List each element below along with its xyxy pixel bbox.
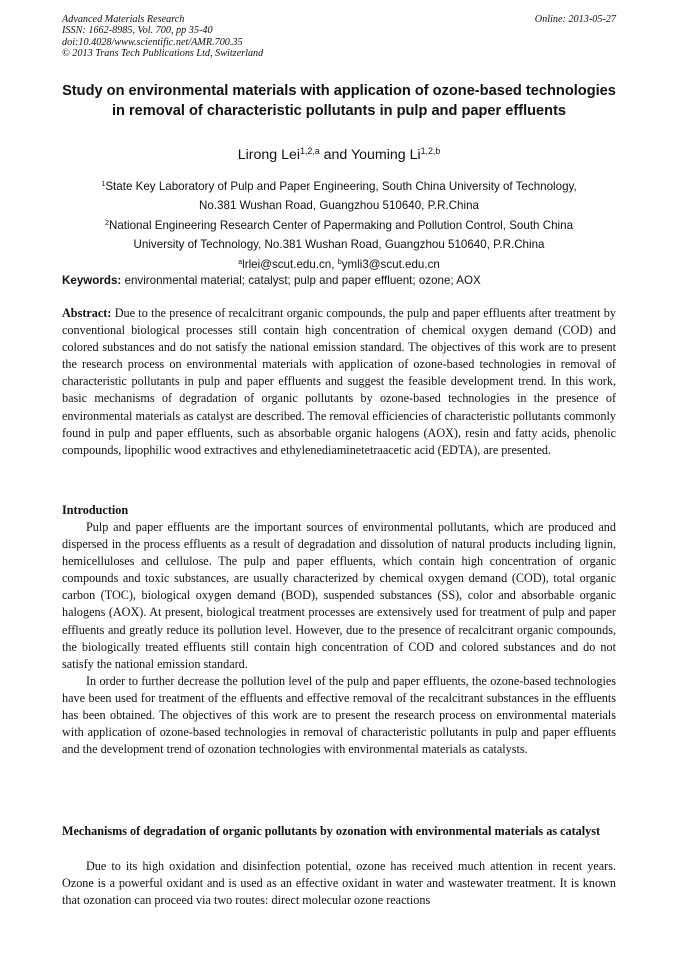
introduction-paragraph-1: Pulp and paper effluents are the important sources of environmental pollutants, which are produced and dispersed in the process effluents as a result of degradation and dissolution of natural products including lignin, hemicelluloses and cellulose. The pulp and paper effluents, which contain high concentration of organic compounds and toxic substances, are usually characterized by chemical oxygen demand (COD), total organic carbon (TOC), biological oxygen demand (BOD), suspended substances (SS), color and absorbable organic halogens (AOX). At present, biological treatment processes are extensively used for treatment of pulp and paper effluents and greatly reduce its pollution level. However, due to the presence of recalcitrant organic compounds, the biologically treated effluents still contain high concentration of COD and colored substances and do not satisfy the national emission standard. — [62, 520, 616, 671]
copyright-line: © 2013 Trans Tech Publications Ltd, Switzerland — [62, 48, 264, 60]
introduction-paragraph-2: In order to further decrease the pollution level of the pulp and paper effluents, the ozone-based technologies have been used for treatment of the effluents and effective removal of the recalcitrant substances in the effluents has been obtained. The objectives of this work are to present the research process on environmental materials with application of ozone-based technologies in removal of characteristic pollutants in pulp and paper effluents and the development trend of ozonation technologies with environmental materials as catalysts. — [62, 673, 616, 757]
keywords-label: Keywords: — [62, 274, 122, 287]
paper-title: Study on environmental materials with application of ozone-based technologies in removal of characteristic pollutants in pulp and paper effluents — [62, 83, 616, 119]
keywords-section — [62, 274, 622, 288]
mechanisms-body — [62, 858, 616, 909]
email-a-link[interactable]: lrlei@scut.edu.cn, — [242, 257, 335, 271]
affiliation-1-line-1: $^1$State Key Laboratory of Pulp and Paper Engineering, South China University of Technology, — [101, 179, 577, 193]
author-line — [62, 145, 616, 165]
affiliations — [62, 177, 616, 274]
email-a-mark: a — [238, 256, 243, 266]
affiliation-2-line-1: $^2$National Engineering Research Center of Papermaking and Pollution Control, South China — [104, 217, 574, 232]
abstract-text: Due to the presence of recalcitrant organic compounds, the pulp and paper effluents after treatment by conventional biological processes still contain high concentration of chemical oxygen demand (COD) and colored substances and do not satisfy the national emission standard. The objectives of this work are to present the research process on environmental materials with application of ozone-based technologies in removal of characteristic pollutants in pulp and paper effluents and suggest the feasible development trend. In this work, basic mechanisms of degradation of organic pollutants by ozone-based technologies in the presence of environmental materials as catalyst are described. The removal efficiencies of characteristic pollutants commonly found in pulp and paper effluents, such as absorbable organic halogens (AOX), resin and fatty acids, phenolic compounds, lipophilic wood extractives and ethylenediaminetetraacetic acid (EDTA), are presented. — [62, 306, 616, 457]
abstract-section — [62, 305, 616, 459]
doi-line: doi:10.4028/www.scientific.net/AMR.700.35 — [62, 36, 243, 48]
author-2-name: Youming Li — [350, 147, 421, 163]
author-conjunction: and — [323, 147, 348, 163]
email-b-link[interactable]: ymli3@scut.edu.cn — [341, 257, 440, 271]
running-header — [62, 14, 616, 60]
mechanisms-heading: Mechanisms of degradation of organic pollutants by ozonation with environmental materials as catalyst — [62, 824, 601, 838]
email-line — [62, 255, 616, 274]
online-date: Online: 2013-05-27 — [534, 14, 616, 25]
affiliation-1-mark: 1 — [101, 179, 106, 189]
introduction-body — [62, 519, 616, 758]
email-b-mark: b — [337, 256, 342, 266]
journal-name: Advanced Materials Research — [62, 14, 185, 25]
introduction-heading: Introduction — [62, 503, 129, 517]
affiliation-2-mark: 2 — [104, 217, 109, 227]
author-1-affiliation-mark: 1,2,a — [300, 146, 320, 157]
keywords-text: environmental material; catalyst; pulp and paper effluent; ozone; AOX — [124, 274, 481, 287]
abstract-label: Abstract: — [62, 306, 112, 320]
issn-line: ISSN: 1662-8985, Vol. 700, pp 35-40 — [62, 25, 213, 37]
affiliation-2-line-2: University of Technology, No.381 Wushan Road, Guangzhou 510640, P.R.China — [133, 238, 545, 252]
affiliation-1-line-2: No.381 Wushan Road, Guangzhou 510640, P.R.China — [199, 199, 479, 213]
mechanisms-paragraph-1: Due to its high oxidation and disinfection potential, ozone has received much attention in recent years. Ozone is a powerful oxidant and is used as an effective oxidant in water and wastewater treatment. It is known that ozonation can proceed via two routes: direct molecular ozone reactions — [62, 859, 616, 908]
author-2-affiliation-mark: 1,2,b — [420, 146, 441, 157]
author-1-name: Lirong Lei — [237, 147, 301, 163]
